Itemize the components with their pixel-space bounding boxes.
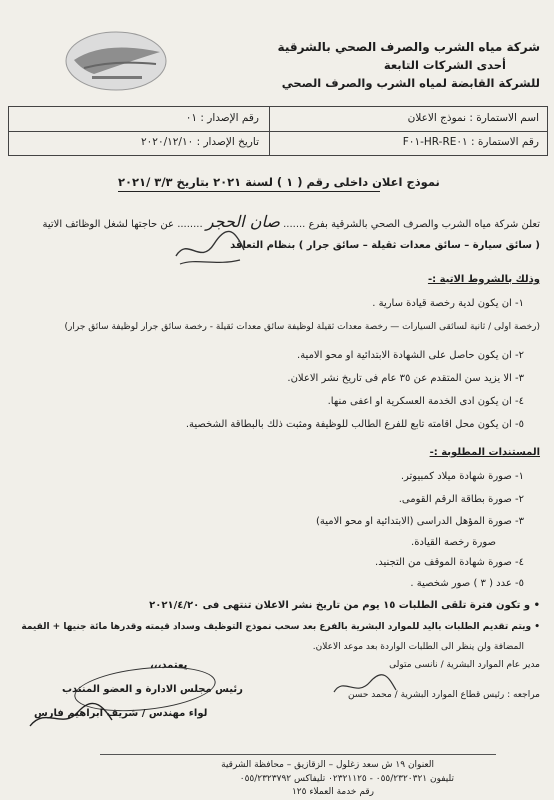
notes-submission: • ويتم تقديم الطلبات باليد للموارد البشرية بالفرع بعد سحب نموذج التوظيف وسداد قيمته وقدرها مائة جنيها + القيمة — [21, 622, 540, 632]
affiliate-line: أحدى الشركات التابعة — [383, 58, 506, 72]
conditions-heading: وذلك بالشروط الاتية :- — [427, 274, 540, 285]
document-item: ٢- صورة بطاقة الرقم القومى. — [398, 494, 524, 505]
condition-item: ٣- الا يزيد سن المتقدم عن ٣٥ عام فى تاريخ نشر الاعلان. — [287, 373, 524, 384]
chairman-name: لواء مهندس / شريف ابراهيم فارس — [34, 708, 208, 719]
form-info-table — [8, 106, 548, 156]
jobs-line: ( سائق سيارة – سائق معدات ثقيلة – سائق جرار ) بنظام التعاقد — [230, 240, 540, 251]
document-item: ٤- صورة شهادة الموقف من التجنيد. — [375, 557, 524, 568]
document-item: ٣- صورة المؤهل الدراسى (الابتدائية او محو الامية) — [315, 516, 524, 527]
company-name: شركة مياه الشرب والصرف الصحي بالشرقية — [277, 40, 540, 54]
intro-before: تعلن شركة مياه الشرب والصرف الصحي بالشرقية بفرع — [308, 219, 540, 230]
holding-company: للشركة القابضة لمياه الشرب والصرف الصحي — [281, 76, 540, 90]
condition-item: ٤- ان يكون ادى الخدمة العسكرية او اعفى منها. — [327, 396, 524, 407]
footer-hotline: رقم خدمة العملاء ١٢٥ — [291, 787, 374, 797]
issue-date: تاريخ الإصدار : ٢٠٢٠/١٢/١٠ — [141, 136, 259, 148]
footer-address: العنوان ١٩ ش سعد زغلول – الزقازيق – محافظة الشرقية — [221, 760, 434, 770]
announcement-title: نموذج اعلان داخلى رقم ( ١ ) لسنة ٢٠٢١ بتاريخ ٣/٣ /٢٠٢١ — [118, 175, 440, 189]
footer-phones: تليفون ٠٥٥/٢٣٢٠٣٢١ - ٠٢٣٢١١٢٥ تليفاكس ٠٥٥/٢٣٢٣٧٩٢ — [239, 774, 454, 784]
condition-item: ١- ان يكون لدية رخصة قيادة سارية . — [372, 298, 524, 309]
document-item: صورة رخصة القيادة. — [411, 537, 496, 548]
condition-item: ٢- ان يكون حاصل على الشهادة الابتدائية او محو الامية. — [297, 350, 524, 361]
form-number: رقم الاستمارة : HR-RE٠١-F٠١ — [402, 136, 539, 148]
intro-after: عن حاجتها لشغل الوظائف الاتية — [42, 219, 174, 230]
condition-item: ٥- ان يكون محل اقامته تابع للفرع الطالب للوظيفة ومثبت ذلك بالبطاقة الشخصية. — [185, 419, 524, 430]
reviewer-signature — [330, 672, 400, 702]
branch-name: صان الحجر — [205, 212, 280, 231]
document-item: ٥- عدد ( ٣ ) صور شخصية . — [410, 578, 524, 589]
hr-sector-head: مراجعه : رئيس قطاع الموارد البشرية / محمد حسن — [347, 690, 540, 700]
notes-submission-cont: المضافة ولن ينظر الى الطلبات الواردة بعد موعد الاعلان. — [312, 642, 524, 652]
document-item: ١- صورة شهادة ميلاد كمبيوتر. — [400, 471, 524, 482]
company-logo — [64, 30, 168, 92]
approval-label: يعتمد،،، — [150, 660, 188, 671]
handwritten-signature — [170, 226, 250, 274]
form-name: اسم الاستمارة : نموذج الاعلان — [407, 112, 539, 124]
intro-line: تعلن شركة مياه الشرب والصرف الصحي بالشرقية بفرع ....... صان الحجر ........ عن حاجتها لشغل الوظائف الاتية — [42, 212, 540, 231]
issue-number: رقم الإصدار : ٠١ — [185, 112, 259, 124]
footer-divider — [100, 754, 496, 755]
condition-note: (رخصة اولى / ثانية لسائقى السيارات — رخصة معدات ثقيلة لوظيفة سائق معدات ثقيلة - رخصة سائق جرار لوظيفة سائق جرار) — [64, 322, 540, 332]
documents-heading: المستندات المطلوبة :- — [429, 447, 540, 458]
title-underline — [118, 191, 380, 192]
chairman-signature — [26, 700, 116, 734]
hr-manager: مدير عام الموارد البشرية / نانسى متولى — [389, 660, 540, 670]
notes-period: • و تكون فترة تلقى الطلبات ١٥ يوم من تاريخ نشر الاعلان تنتهى فى ٢٠٢١/٤/٢٠ — [149, 600, 540, 611]
chairman-title: رئيس مجلس الادارة و العضو المنتدب — [62, 684, 243, 695]
